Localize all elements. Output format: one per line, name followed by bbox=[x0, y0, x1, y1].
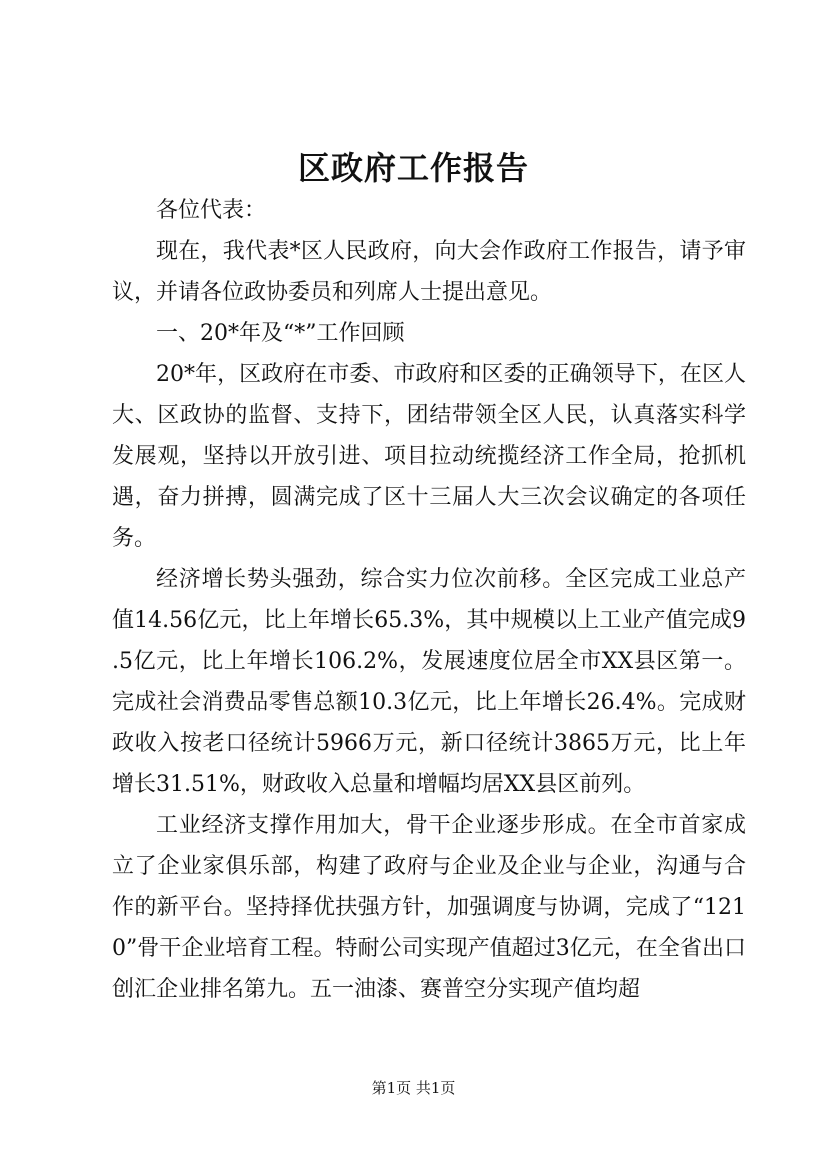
page-footer: 第1页 共1页 bbox=[371, 1079, 456, 1097]
document-title: 区政府工作报告 bbox=[297, 149, 529, 187]
economy-paragraph: 经济增长势头强劲，综合实力位次前移。全区完成工业总产值14.56亿元，比上年增长65.3%，其中规模以上工业产值完成9.5亿元，比上年增长106.2%，发展速度位居全市XX县区第一。完成社会消费品零售总额10.3亿元，比上年增长26.4%。完成财政收入按老口径统计5966万元，新口径统计3865万元，比上年增长31.51%，财政收入总量和增幅均居XX县区前列。 bbox=[112, 567, 746, 797]
review-paragraph: 20*年，区政府在市委、市政府和区委的正确领导下，在区人大、区政协的监督、支持下，团结带领全区人民，认真落实科学发展观，坚持以开放引进、项目拉动统揽经济工作全局，抢抓机遇，奋力拼搏，圆满完成了区十三届人大三次会议确定的各项任务。 bbox=[112, 362, 746, 551]
document-body bbox=[112, 190, 746, 1010]
section-heading: 一、20*年及“*”工作回顾 bbox=[156, 321, 405, 346]
salutation-paragraph: 各位代表： bbox=[156, 198, 267, 223]
opening-paragraph: 现在，我代表*区人民政府，向大会作政府工作报告，请予审议，并请各位政协委员和列席人士提出意见。 bbox=[112, 239, 746, 305]
industry-paragraph: 工业经济支撑作用加大，骨干企业逐步形成。在全市首家成立了企业家俱乐部，构建了政府与企业及企业与企业，沟通与合作的新平台。坚持择优扶强方针，加强调度与协调，完成了“1210”骨干企业培育工程。特耐公司实现产值超过3亿元，在全省出口创汇企业排名第九。五一油漆、赛普空分实现产值均超 bbox=[112, 813, 746, 1002]
